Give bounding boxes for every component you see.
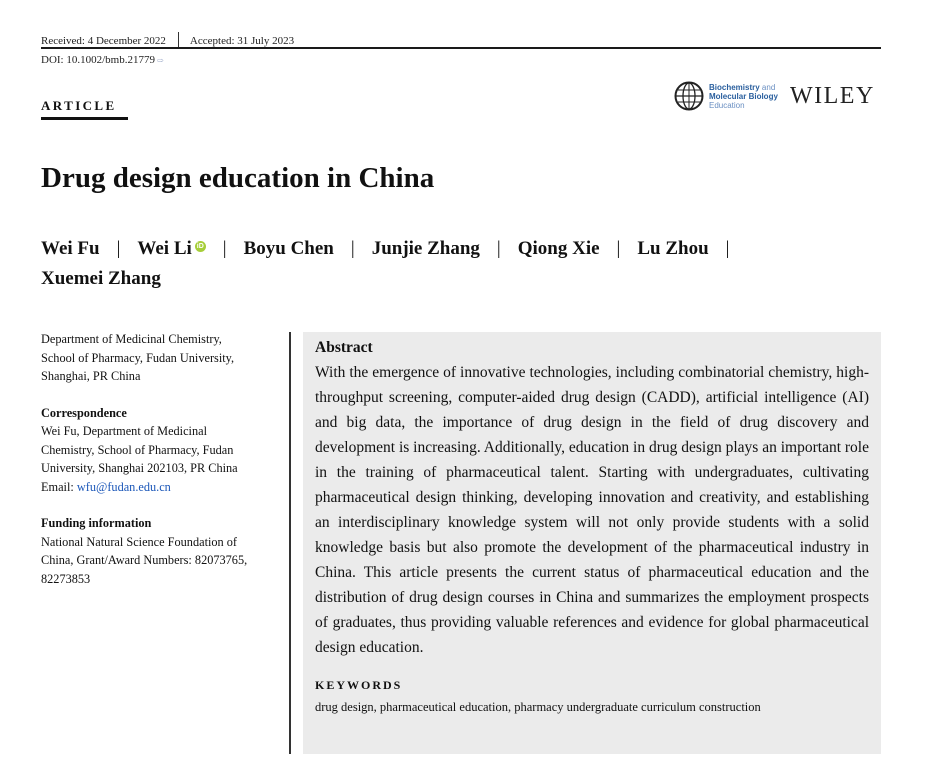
- doi-link[interactable]: DOI: 10.1002/bmb.21779: [41, 54, 155, 66]
- correspondence-line: University, Shanghai 202103, PR China: [41, 461, 238, 475]
- article-info-sidebar: [41, 330, 281, 606]
- author[interactable]: Wei Fu: [41, 238, 100, 259]
- author[interactable]: Boyu Chen: [243, 238, 334, 259]
- journal-name-and: and: [761, 82, 776, 92]
- accepted-date: Accepted: 31 July 2023: [189, 34, 295, 47]
- author-list: [41, 234, 881, 294]
- correspondence: [41, 404, 281, 497]
- funding-line: National Natural Science Foundation of: [41, 534, 238, 549]
- funding-heading: Funding information: [41, 516, 152, 530]
- author[interactable]: Lu Zhou: [637, 238, 709, 259]
- author[interactable]: Qiong Xie: [517, 238, 600, 259]
- journal-logo[interactable]: [674, 81, 778, 111]
- journal-name-line3: Education: [709, 100, 745, 110]
- received-date: Received: 4 December 2022: [41, 34, 166, 47]
- author-separator: |: [616, 238, 621, 259]
- correspondence-line: Chemistry, School of Pharmacy, Fudan: [41, 442, 234, 457]
- publisher-logo[interactable]: WILEY: [790, 83, 875, 109]
- author-separator: |: [496, 238, 501, 259]
- author-separator: |: [350, 238, 355, 259]
- correspondence-line: Wei Fu, Department of Medicinal: [41, 424, 207, 438]
- journal-name: [709, 83, 778, 110]
- affiliation-line: Department of Medicinal Chemistry,: [41, 332, 222, 346]
- globe-icon: [674, 81, 704, 111]
- email-row: [41, 478, 281, 497]
- email-link[interactable]: wfu@fudan.edu.cn: [76, 479, 171, 494]
- affiliation-line: Shanghai, PR China: [41, 369, 141, 383]
- author-separator: |: [725, 238, 730, 259]
- author[interactable]: Junjie Zhang: [371, 238, 480, 259]
- funding-info: [41, 514, 281, 588]
- email-label: Email:: [41, 479, 74, 494]
- journal-name-line1: Biochemistry: [709, 82, 760, 92]
- header-rule: [41, 47, 881, 49]
- keywords-text: drug design, pharmaceutical education, pharmacy undergraduate curriculum construction: [315, 700, 761, 714]
- paper-title: Drug design education in China: [41, 162, 435, 194]
- column-divider: [289, 332, 291, 754]
- funding-line: 82273853: [41, 571, 91, 586]
- article-type-label: ARTICLE: [41, 98, 117, 113]
- funding-line: China, Grant/Award Numbers: 82073765,: [41, 553, 248, 567]
- author[interactable]: Wei Li: [137, 238, 192, 259]
- orcid-icon[interactable]: iD: [196, 243, 204, 250]
- abstract-heading: Abstract: [315, 339, 373, 356]
- keywords-heading: KEYWORDS: [315, 678, 403, 692]
- abstract-text: With the emergence of innovative technologies, including combinatorial chemistry, high-throughput screening, computer-aided drug design (CADD), artificial intelligence (AI) and big data, the importance of drug design in the field of drug discovery and development is increasing. Additionally, education in drug design plays an important role in the training of pharmaceutical talent. Starting with undergraduates, cultivating pharmaceutical design thinking, developing innovation and creativity, and establishing an interdisciplinary knowledge system will not only provide students with a solid knowledge basis but also promote the development of the pharmaceutical industry in China. This article presents the current status of pharmaceutical education and the distribution of drug design courses in China and summarizes the employment prospects of graduates, thus providing valuable references and evidence for global pharmaceutical design education.: [315, 364, 869, 656]
- author-separator: |: [222, 238, 227, 259]
- affiliation-line: School of Pharmacy, Fudan University,: [41, 350, 235, 365]
- article-label-underline: [41, 117, 128, 120]
- doi: [41, 54, 164, 66]
- external-link-icon: ⇨: [156, 56, 164, 65]
- author[interactable]: Xuemei Zhang: [41, 268, 161, 289]
- journal-name-line2: Molecular Biology: [709, 91, 778, 101]
- affiliation: [41, 330, 281, 386]
- abstract-panel: [303, 332, 881, 754]
- author-separator: |: [116, 238, 121, 259]
- correspondence-heading: Correspondence: [41, 405, 127, 420]
